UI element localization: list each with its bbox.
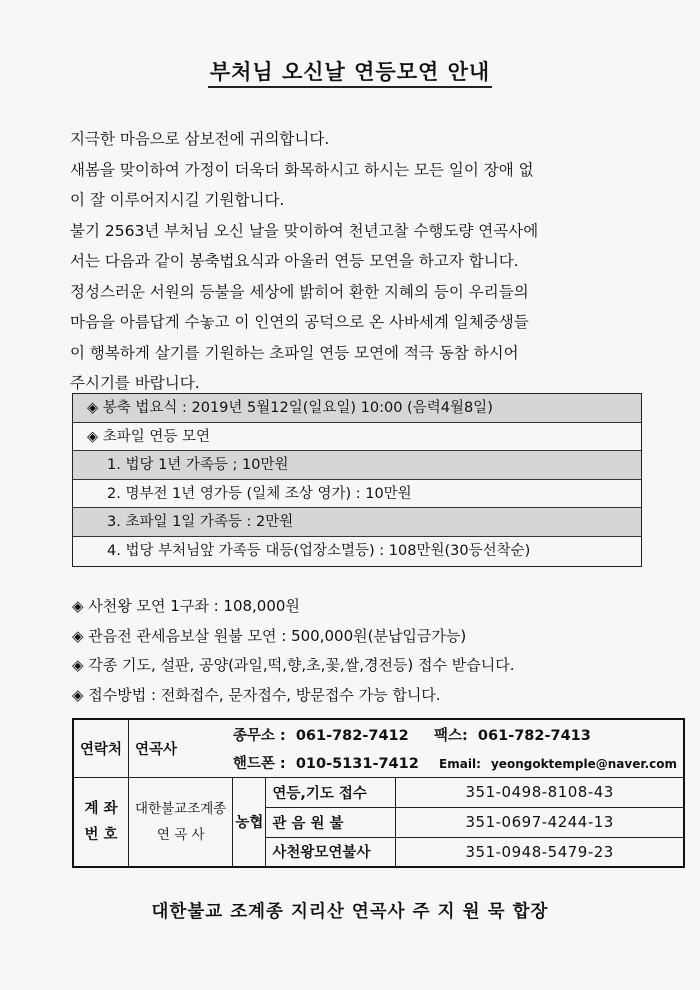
intro-line: 이 행복하게 살기를 기원하는 초파일 연등 모연에 적극 동참 하시어 <box>70 343 519 362</box>
intro-line: 주시기를 바랍니다. <box>70 374 200 392</box>
mobile-label: 핸드폰 : <box>232 755 286 772</box>
ceremony-row: ◈ 봉축 법요식 : 2019년 5월12일(일요일) 10:00 (음력4월8일) <box>73 394 641 423</box>
account-purpose: 관 음 원 불 <box>266 807 396 837</box>
lantern-item-row: 3. 초파일 1일 가족등 : 2만원 <box>73 508 641 537</box>
fax-number: 061-782-7413 <box>477 727 591 744</box>
notice-list <box>72 592 652 710</box>
notice-item: ◈ 접수방법 : 전화접수, 문자접수, 방문접수 가능 합니다. <box>72 685 441 704</box>
notice-item: ◈ 각종 기도, 설판, 공양(과일,떡,향,초,꽃,쌀,경전등) 접수 받습니다. <box>72 656 515 674</box>
footer-signature: 대한불교 조계종 지리산 연곡사 주 지 원 묵 합장 <box>151 902 549 922</box>
account-purpose: 사천왕모연불사 <box>266 837 396 867</box>
mobile-number: 010-5131-7412 <box>295 755 419 772</box>
account-number: 351-0948-5479-23 <box>396 837 684 867</box>
contact-label: 연락처 <box>73 719 129 777</box>
account-row <box>73 777 684 807</box>
mobile-contact <box>233 748 684 777</box>
office-phone-label: 종무소 : <box>232 727 286 744</box>
account-purpose: 연등,기도 접수 <box>266 777 396 807</box>
account-label: 계 좌 번 호 <box>73 777 129 867</box>
email-label: Email: <box>439 756 481 771</box>
intro-line: 지극한 마음으로 삼보전에 귀의합니다. <box>70 130 330 148</box>
contact-table <box>72 718 685 868</box>
lantern-item-row: 2. 명부전 1년 영가등 (일체 조상 영가) : 10만원 <box>73 480 641 509</box>
account-number: 351-0697-4244-13 <box>396 807 684 837</box>
email-address[interactable]: yeongoktemple@naver.com <box>490 756 677 771</box>
intro-line: 새봄을 맞이하여 가정이 더욱더 화목하시고 하시는 모든 일이 장애 없 <box>70 160 534 179</box>
lantern-item-row: 4. 법당 부처님앞 가족등 대등(업장소멸등) : 108만원(30등선착순) <box>107 542 531 559</box>
contact-row <box>73 719 684 748</box>
page-title: 부처님 오신날 연등모연 안내 <box>0 56 700 86</box>
office-contact <box>233 719 684 748</box>
intro-line: 마음을 아름답게 수놓고 이 인연의 공덕으로 온 사바세계 일체중생들 <box>70 313 529 331</box>
notice-item: ◈ 사천왕 모연 1구좌 : 108,000원 <box>72 597 300 615</box>
account-number: 351-0498-8108-43 <box>396 777 684 807</box>
fax-label: 팩스: <box>434 727 468 744</box>
account-holder: 대한불교조계종 연 곡 사 <box>129 777 233 867</box>
lantern-heading-row: ◈ 초파일 연등 모연 <box>73 423 641 452</box>
temple-name: 연곡사 <box>129 719 233 777</box>
intro-paragraph <box>70 124 660 399</box>
intro-line: 불기 2563년 부처님 오신 날을 맞이하여 천년고찰 수행도량 연곡사에 <box>70 221 539 240</box>
bank-name: 농협 <box>233 777 266 867</box>
intro-line: 정성스러운 서원의 등불을 세상에 밝히어 환한 지혜의 등이 우리들의 <box>70 282 529 301</box>
event-schedule-box <box>72 393 642 567</box>
intro-line: 서는 다음과 같이 봉축법요식과 아울러 연등 모연을 하고자 합니다. <box>70 252 519 270</box>
intro-line: 이 잘 이루어지시길 기원합니다. <box>70 191 285 209</box>
office-phone: 061-782-7412 <box>295 727 409 744</box>
lantern-item-row: 1. 법당 1년 가족등 ; 10만원 <box>73 451 641 480</box>
notice-item: ◈ 관음전 관세음보살 원불 모연 : 500,000원(분납입금가능) <box>72 626 467 645</box>
